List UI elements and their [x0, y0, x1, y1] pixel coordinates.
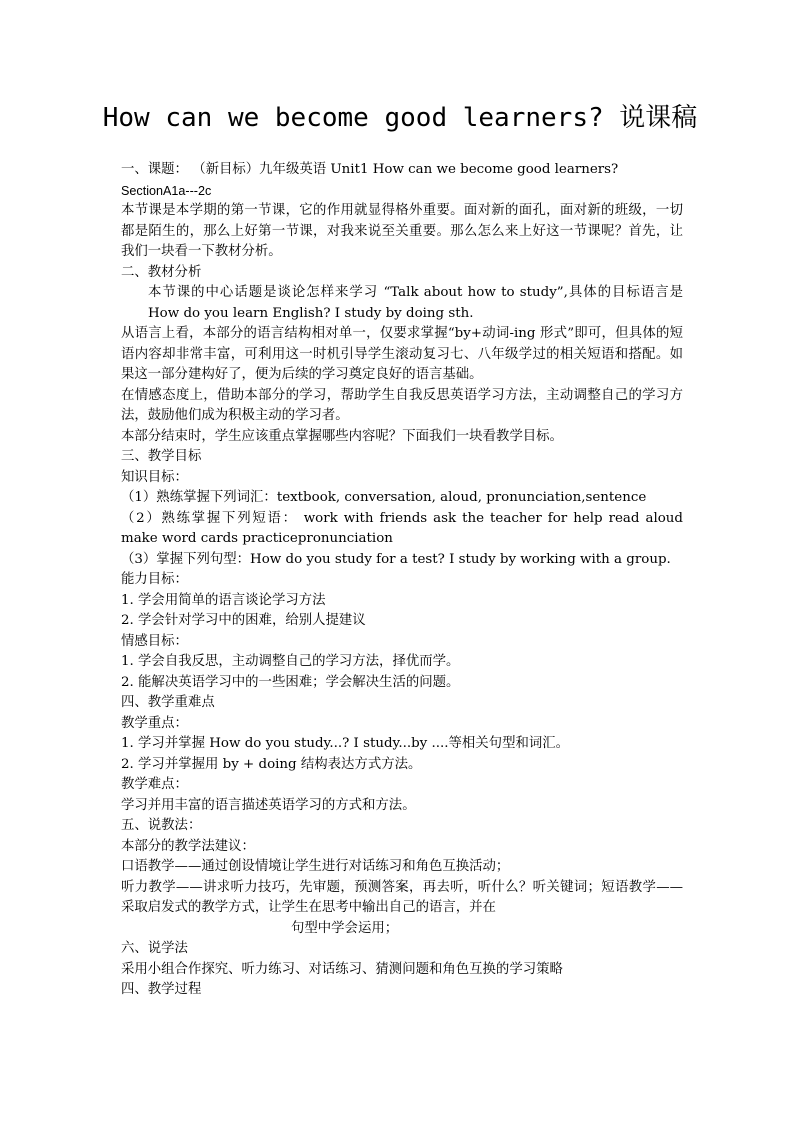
analysis-paragraph-end: 本部分结束时，学生应该重点掌握哪些内容呢？下面我们一块看教学目标。 — [121, 428, 563, 444]
ability-goal-2: 2. 学会针对学习中的困难，给别人提建议 — [121, 613, 366, 628]
document-title: How can we become good learners? 说课稿 — [102, 103, 698, 133]
knowledge-goal-phrases: （2）熟练掌握下列短语： work with friends ask the teacher for help read aloud make word cards practicepronunciation — [121, 510, 683, 546]
knowledge-goal-sentences: （3）掌握下列句型：How do you study for a test? I study by working with a group. — [121, 551, 671, 567]
method-oral-teaching: 口语教学——通过创设情境让学生进行对话练习和角色互换活动； — [121, 859, 510, 874]
lesson-section-line: SectionA1a---2c — [121, 183, 212, 198]
key-point-2: 2. 学习并掌握用 by + doing 结构表达方式方法。 — [121, 756, 422, 772]
lesson-topic-line: 一、课题： （新目标）九年级英语 Unit1 How can we become good learners? — [121, 162, 619, 177]
analysis-paragraph-topic: 本节课的中心话题是谈论怎样来学习 “Talk about how to study”,具体的目标语言是 How do you learn English? I study by doing sth. — [148, 285, 683, 321]
difficult-point-1: 学习并用丰富的语言描述英语学习的方式和方法。 — [121, 797, 416, 813]
method-suggestion-label: 本部分的教学法建议： — [121, 838, 255, 854]
knowledge-goals-label: 知识目标： — [121, 469, 188, 485]
learning-method-paragraph: 采用小组合作探究、听力练习、对话练习、猜测问题和角色互换的学习策略 — [121, 961, 563, 977]
emotion-goal-1: 1. 学会自我反思，主动调整自己的学习方法，择优而学。 — [121, 654, 460, 669]
key-points-label: 教学重点： — [121, 715, 188, 731]
analysis-paragraph-language: 从语言上看，本部分的语言结构相对单一，仅要求掌握“by+动词-ing 形式”即可，但具体的短语内容却非常丰富，可利用这一时机引导学生滚动复习七、八年级学过的相关短语和搭配。如果这一部分建构好了，便为后续的学习奠定良好的语言基础。 — [121, 326, 683, 382]
emotion-goal-2: 2. 能解决英语学习中的一些困难；学会解决生活的问题。 — [121, 674, 460, 690]
method-listening-teaching: 听力教学——讲求听力技巧，先审题，预测答案，再去听，听什么？听关键词；短语教学——采取启发式的教学方式，让学生在思考中输出自己的语言，并在 — [121, 879, 683, 915]
heading-teaching-goals: 三、教学目标 — [121, 449, 202, 464]
intro-paragraph: 本节课是本学期的第一节课，它的作用就显得格外重要。面对新的面孔，面对新的班级，一切都是陌生的，那么上好第一节课，对我来说至关重要。那么怎么来上好这一节课呢？首先，让我们一块看一下教材分析。 — [121, 203, 683, 259]
emotion-goals-label: 情感目标： — [121, 633, 188, 649]
difficult-points-label: 教学难点： — [121, 777, 188, 792]
heading-learning-method: 六、说学法 — [121, 941, 188, 956]
heading-key-points: 四、教学重难点 — [121, 695, 215, 710]
heading-teaching-method: 五、说教法： — [121, 818, 202, 833]
analysis-paragraph-attitude: 在情感态度上，借助本部分的学习，帮助学生自我反思英语学习方法，主动调整自己的学习方法，鼓励他们成为积极主动的学习者。 — [121, 387, 683, 423]
ability-goals-label: 能力目标： — [121, 572, 188, 587]
heading-textbook-analysis: 二、教材分析 — [121, 264, 202, 280]
method-listening-continuation: 句型中学会运用； — [291, 920, 399, 936]
heading-teaching-process: 四、教学过程 — [121, 982, 202, 997]
ability-goal-1: 1. 学会用简单的语言谈论学习方法 — [121, 592, 326, 608]
document-body — [121, 160, 683, 1001]
knowledge-goal-vocabulary: （1）熟练掌握下列词汇：textbook, conversation, aloud, pronunciation,sentence — [121, 490, 647, 505]
key-point-1: 1. 学习并掌握 How do you study...? I study...by ....等相关句型和词汇。 — [121, 736, 570, 751]
